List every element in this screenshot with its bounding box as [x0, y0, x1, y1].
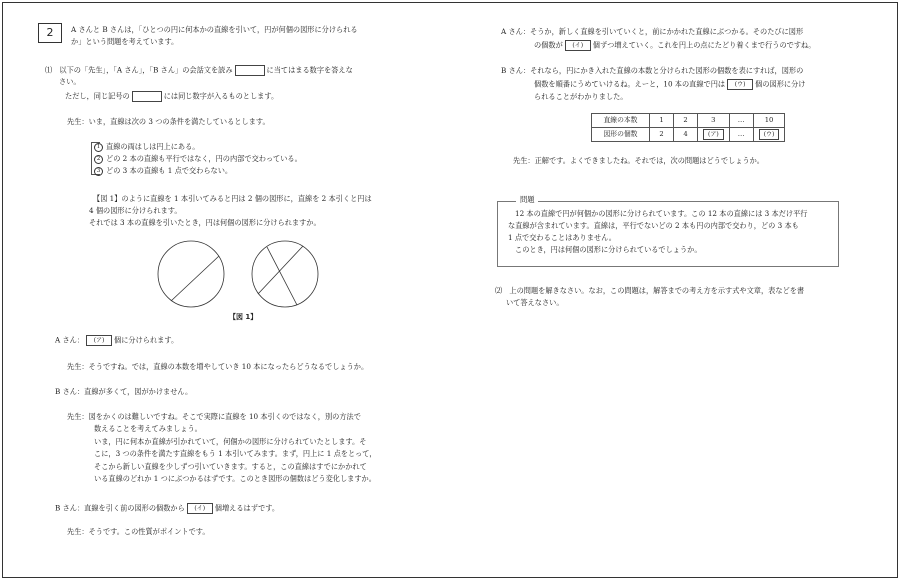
problem-title: 問題	[516, 195, 538, 205]
q1-note-a: ただし，同じ記号の	[65, 91, 130, 101]
q1-note-b: には同じ数字が入るものとします。	[163, 91, 279, 101]
lines-regions-table	[591, 113, 785, 142]
answer-box-i: (イ)	[187, 503, 213, 514]
table-header-regions: 図形の個数	[592, 128, 650, 142]
condition-1	[94, 142, 199, 152]
q1-text-a: ⑴ 以下の「先生」，「A さん」，「B さん」の会話文を読み	[45, 65, 233, 75]
problem-line-3: 1 点で交わることはありません。	[508, 233, 616, 242]
table-header-lines: 直線の本数	[592, 114, 650, 128]
problem-line-1: 12 本の直線で円が何個かの図形に分けられています。この 12 本の直線には 3 本だけ平行	[515, 209, 808, 218]
teacher-line-3f: いる直線のどれか 1 つにぶつかるはずです。このとき図形の個数はどう変化しますか。	[94, 474, 376, 483]
answer-box-u: (ウ)	[759, 129, 780, 140]
chord-line	[171, 256, 219, 301]
b-san-line-3b	[534, 79, 805, 90]
chord-line	[258, 246, 303, 294]
a-san-text-b: 個ずつ増えていく。これを円上の点にたどり着くまで行うのですね。	[592, 40, 816, 50]
condition-number: 3	[94, 167, 103, 176]
chord-line	[267, 247, 297, 305]
b-san-text-c: 個数を順番にうめていけるね。えーと，10 本の直線で円は	[534, 79, 726, 89]
circle-two-lines	[252, 241, 318, 307]
b-san-text-d: 個の図形に分け	[755, 79, 806, 89]
figure-text-3: それでは 3 本の直線を引いたとき，円は何個の図形に分けられますか。	[89, 218, 321, 227]
a-san-text: 個に分けられます。	[114, 335, 179, 345]
q1-instruction-line-1	[45, 65, 353, 76]
teacher-line-3b: 数えることを考えてみましょう。	[94, 424, 202, 433]
speaker-a: A さん：	[55, 335, 85, 345]
table-cell	[753, 128, 785, 142]
figure-1-circles	[157, 239, 327, 311]
table-cell: 2	[650, 128, 674, 142]
a-san-line-2b	[534, 40, 815, 51]
q1-instruction-line-3	[65, 91, 278, 102]
teacher-line-1: 先生：いま，直線は次の 3 つの条件を満たしているとします。	[67, 117, 270, 126]
exam-page	[2, 2, 898, 578]
q1-text-b: に当てはまる数字を答えな	[266, 65, 353, 75]
q2-line-2: いて答えなさい。	[506, 298, 564, 307]
teacher-line-3a: 先生：図をかくのは難しいですね。そこで実際に直線を 10 本引くのではなく，別の方法で	[67, 412, 361, 421]
a-san-line-1	[55, 335, 178, 346]
condition-text: どの 3 本の直線も 1 点で交わらない。	[106, 166, 233, 175]
answer-box-u: (ウ)	[727, 79, 753, 90]
teacher-line-3c: いま，円に何本か直線が引かれていて，何個かの図形に分けられていたとします。そ	[94, 437, 367, 446]
b-san-line-3c: られることがわかりました。	[534, 92, 628, 101]
b-san-line-3a: B さん：それなら，円にかき入れた直線の本数と分けられた図形の個数を表にすれば，図形の	[501, 66, 804, 75]
table-cell: …	[729, 128, 753, 142]
a-san-text-a: の個数が	[534, 40, 563, 50]
q2-line-1: ⑵ 上の問題を解きなさい。なお，この問題は，解答までの考え方を示す式や文章，表などを書	[495, 286, 805, 295]
table-cell	[698, 128, 730, 142]
table-cell: 3	[698, 114, 730, 128]
blank-box	[235, 65, 265, 76]
teacher-line-3d: こに，3 つの条件を満たす直線をもう 1 本引いてみます。まず，円上に 1 点をとって，	[94, 449, 377, 458]
intro-line-2: か」という問題を考えています。	[71, 37, 179, 46]
answer-box-i: (イ)	[565, 40, 591, 51]
problem-line-4: このとき，円は何個の図形に分けられているでしょうか。	[515, 245, 702, 254]
b-san-text-b: 個増えるはずです。	[214, 503, 280, 513]
table-cell: 4	[674, 128, 698, 142]
condition-text: どの 2 本の直線も平行ではなく，円の内部で交わっている。	[106, 154, 302, 163]
b-san-line-2	[55, 503, 279, 514]
table-cell: 1	[650, 114, 674, 128]
b-san-text-a: B さん：直線を引く前の図形の個数から	[55, 503, 185, 513]
teacher-line-5: 先生：正解です。よくできましたね。それでは，次の問題はどうでしょうか。	[513, 156, 764, 165]
teacher-line-4: 先生：そうです。この性質がポイントです。	[67, 527, 210, 536]
answer-box-a: (ア)	[703, 129, 724, 140]
problem-line-2: な直線が含まれています。直線は，平行でないどの 2 本も円の内部で交わり，どの 3 本も	[508, 221, 799, 230]
question-number: 2	[38, 23, 62, 43]
teacher-line-3e: そこから新しい直線を少しずつ引いていきます。すると，この直線はすでにかかれて	[94, 462, 367, 471]
condition-2	[94, 154, 302, 164]
condition-3	[94, 166, 232, 176]
answer-box-a: (ア)	[86, 335, 112, 346]
condition-number: 1	[94, 143, 103, 152]
figure-caption: 【図 1】	[229, 313, 258, 321]
q1-instruction-line-2: さい。	[59, 77, 81, 86]
table-cell: 10	[753, 114, 785, 128]
b-san-line-1: B さん：直線が多くて，図がかけません。	[55, 387, 193, 396]
table-cell: …	[729, 114, 753, 128]
condition-number: 2	[94, 155, 103, 164]
blank-box	[132, 91, 162, 102]
a-san-line-2a: A さん：そうか，新しく直線を引いていくと，前にかかれた直線にぶつかる。そのたびに図形	[501, 27, 804, 36]
figure-text-2: 4 個の図形に分けられます。	[89, 206, 182, 215]
table-row	[592, 128, 785, 142]
table-row	[592, 114, 785, 128]
intro-line-1: A さんと B さんは，「ひとつの円に何本かの直線を引いて，円が何個の図形に分けられる	[71, 25, 358, 34]
condition-text: 直線の両はしは円上にある。	[106, 142, 200, 151]
table-cell: 2	[674, 114, 698, 128]
figure-text-1: 【図 1】のように直線を 1 本引いてみると円は 2 個の図形に，直線を 2 本引くと円は	[93, 194, 372, 203]
circle-one-line	[158, 241, 224, 307]
teacher-line-2: 先生：そうですね。では，直線の本数を増やしていき 10 本になったらどうなるでしょうか。	[67, 362, 369, 371]
